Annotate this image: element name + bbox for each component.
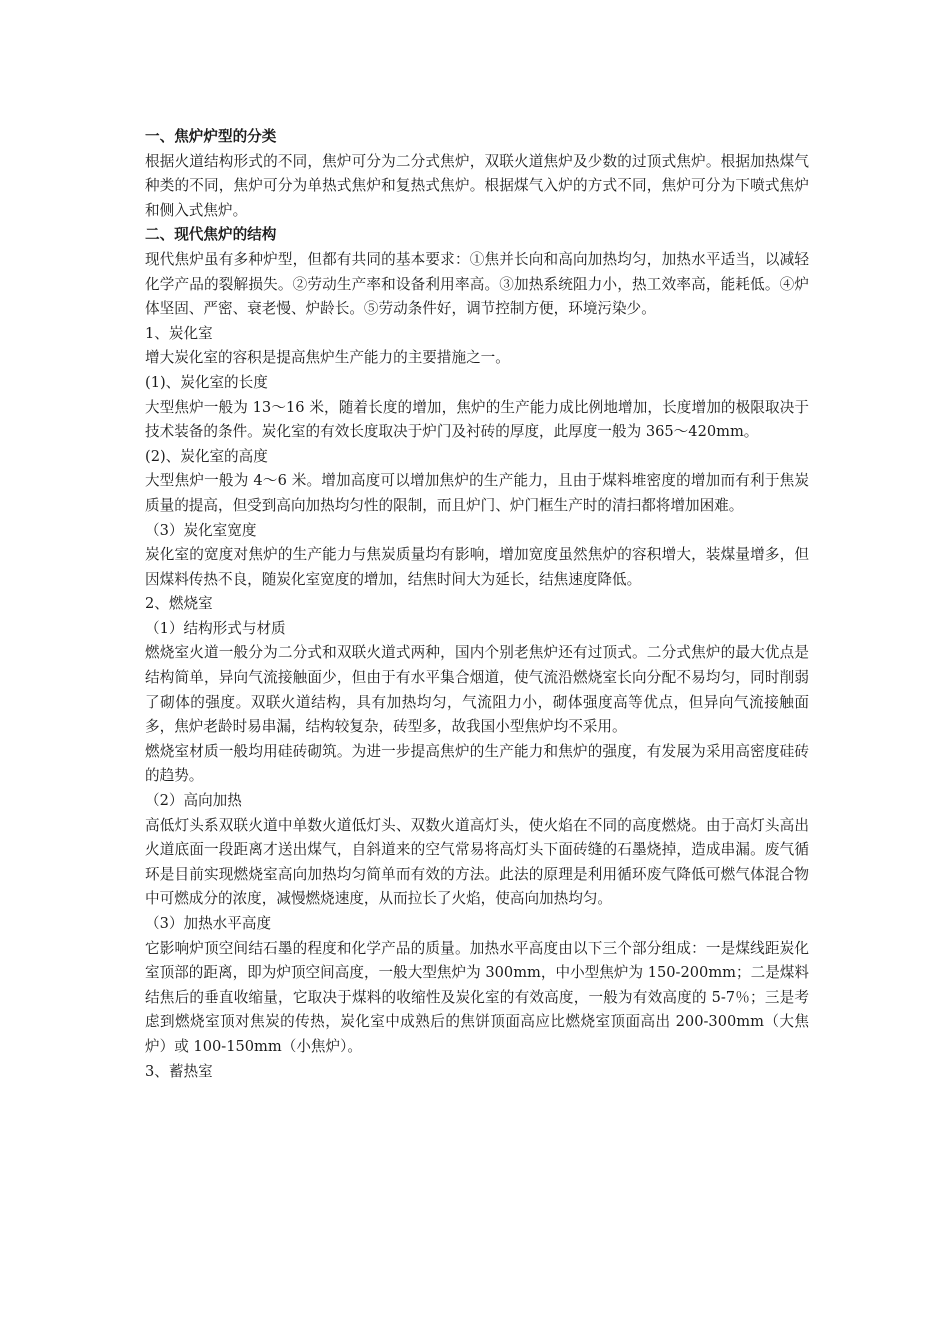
subheading-combustion-chamber: 2、燃烧室 [145,595,213,613]
subheading-chamber-length: (1)、炭化室的长度 [145,373,268,391]
paragraph-chamber-width: 炭化室的宽度对焦炉的生产能力与焦炭质量均有影响，增加宽度虽然焦炉的容积增大，装煤量增多，但因煤料传热不良，随炭化室宽度的增加，结焦时间大为延长，结焦速度降低。 [145,546,809,588]
paragraph-heating-level: 它影响炉顶空间结石墨的程度和化学产品的质量。加热水平高度由以下三个部分组成：一是煤线距炭化室顶部的距离，即为炉顶空间高度，一般大型焦炉为 300mm，中小型焦炉为 150-200mm；二是煤料结焦后的垂直收缩量，它取决于煤料的收缩性及炭化室的有效高度，一般为有效高度的 5-7％；三是考虑到燃烧室顶对焦炭的传热，炭化室中成熟后的焦饼顶面高应比燃烧室顶面高出 200-300mm（大焦炉）或 100-150mm（小焦炉）。 [145,939,809,1055]
paragraph-requirements: 现代焦炉虽有多种炉型，但都有共同的基本要求：①焦并长向和高向加热均匀，加热水平适当，以减轻化学产品的裂解损失。②劳动生产率和设备利用率高。③加热系统阻力小，热工效率高，能耗低。④炉体坚固、严密、衰老慢、炉龄长。⑤劳动条件好，调节控制方便，环境污染少。 [145,250,809,318]
subheading-vertical-heating: （2）高向加热 [145,792,242,810]
subheading-chamber-height: (2)、炭化室的高度 [145,447,268,465]
paragraph-classification: 根据火道结构形式的不同，焦炉可分为二分式焦炉，双联火道焦炉及少数的过顶式焦炉。根据加热煤气种类的不同，焦炉可分为单热式焦炉和复热式焦炉。根据煤气入炉的方式不同，焦炉可分为下喷式焦炉和侧入式焦炉。 [145,152,809,219]
subheading-regenerator: 3、蓄热室 [145,1062,213,1080]
paragraph-flue-structure: 燃烧室火道一般分为二分式和双联火道式两种，国内个别老焦炉还有过顶式。二分式焦炉的最大优点是结构简单，异向气流接触面少，但由于有水平集合烟道，使气流沿燃烧室长向分配不易均匀，同时削弱了砌体的强度。双联火道结构，具有加热均匀，气流阻力小，砌体强度高等优点，但异向气流接触面多，焦炉老龄时易串漏，结构较复杂，砖型多，故我国小型焦炉均不采用。 [145,644,809,736]
section-heading-1: 一、焦炉炉型的分类 [145,128,277,145]
subheading-carbonization-chamber: 1、炭化室 [145,324,213,342]
subheading-heating-level: （3）加热水平高度 [145,915,272,932]
paragraph-chamber-height: 大型焦炉一般为 4～6 米。增加高度可以增加焦炉的生产能力，且由于煤料堆密度的增加而有利于焦炭质量的提高，但受到高向加热均匀性的限制，而且炉门、炉门框生产时的清扫都将增加困难。 [145,472,809,514]
document-page [145,125,809,1084]
paragraph-chamber-length: 大型焦炉一般为 13～16 米，随着长度的增加，焦炉的生产能力成比例地增加，长度增加的极限取决于技术装备的条件。炭化室的有效长度取决于炉门及衬砖的厚度，此厚度一般为 365～420mm。 [145,398,809,441]
subheading-chamber-width: （3）炭化室宽度 [145,521,257,539]
paragraph-vertical-heating: 高低灯头系双联火道中单数火道低灯头、双数火道高灯头，使火焰在不同的高度燃烧。由于高灯头高出火道底面一段距离才送出煤气，自斜道来的空气常易将高灯头下面砖缝的石墨烧掉，造成串漏。废气循环是目前实现燃烧室高向加热均匀简单而有效的方法。此法的原理是利用循环废气降低可燃气体混合物中可燃成分的浓度，减慢燃烧速度，从而拉长了火焰，使高向加热均匀。 [145,816,809,908]
paragraph-material: 燃烧室材质一般均用硅砖砌筑。为进一步提高焦炉的生产能力和焦炉的强度，有发展为采用高密度硅砖的趋势。 [145,742,809,785]
section-heading-2: 二、现代焦炉的结构 [145,226,277,244]
paragraph-volume: 增大炭化室的容积是提高焦炉生产能力的主要措施之一。 [145,349,510,367]
subheading-structure-material: （1）结构形式与材质 [145,619,286,637]
